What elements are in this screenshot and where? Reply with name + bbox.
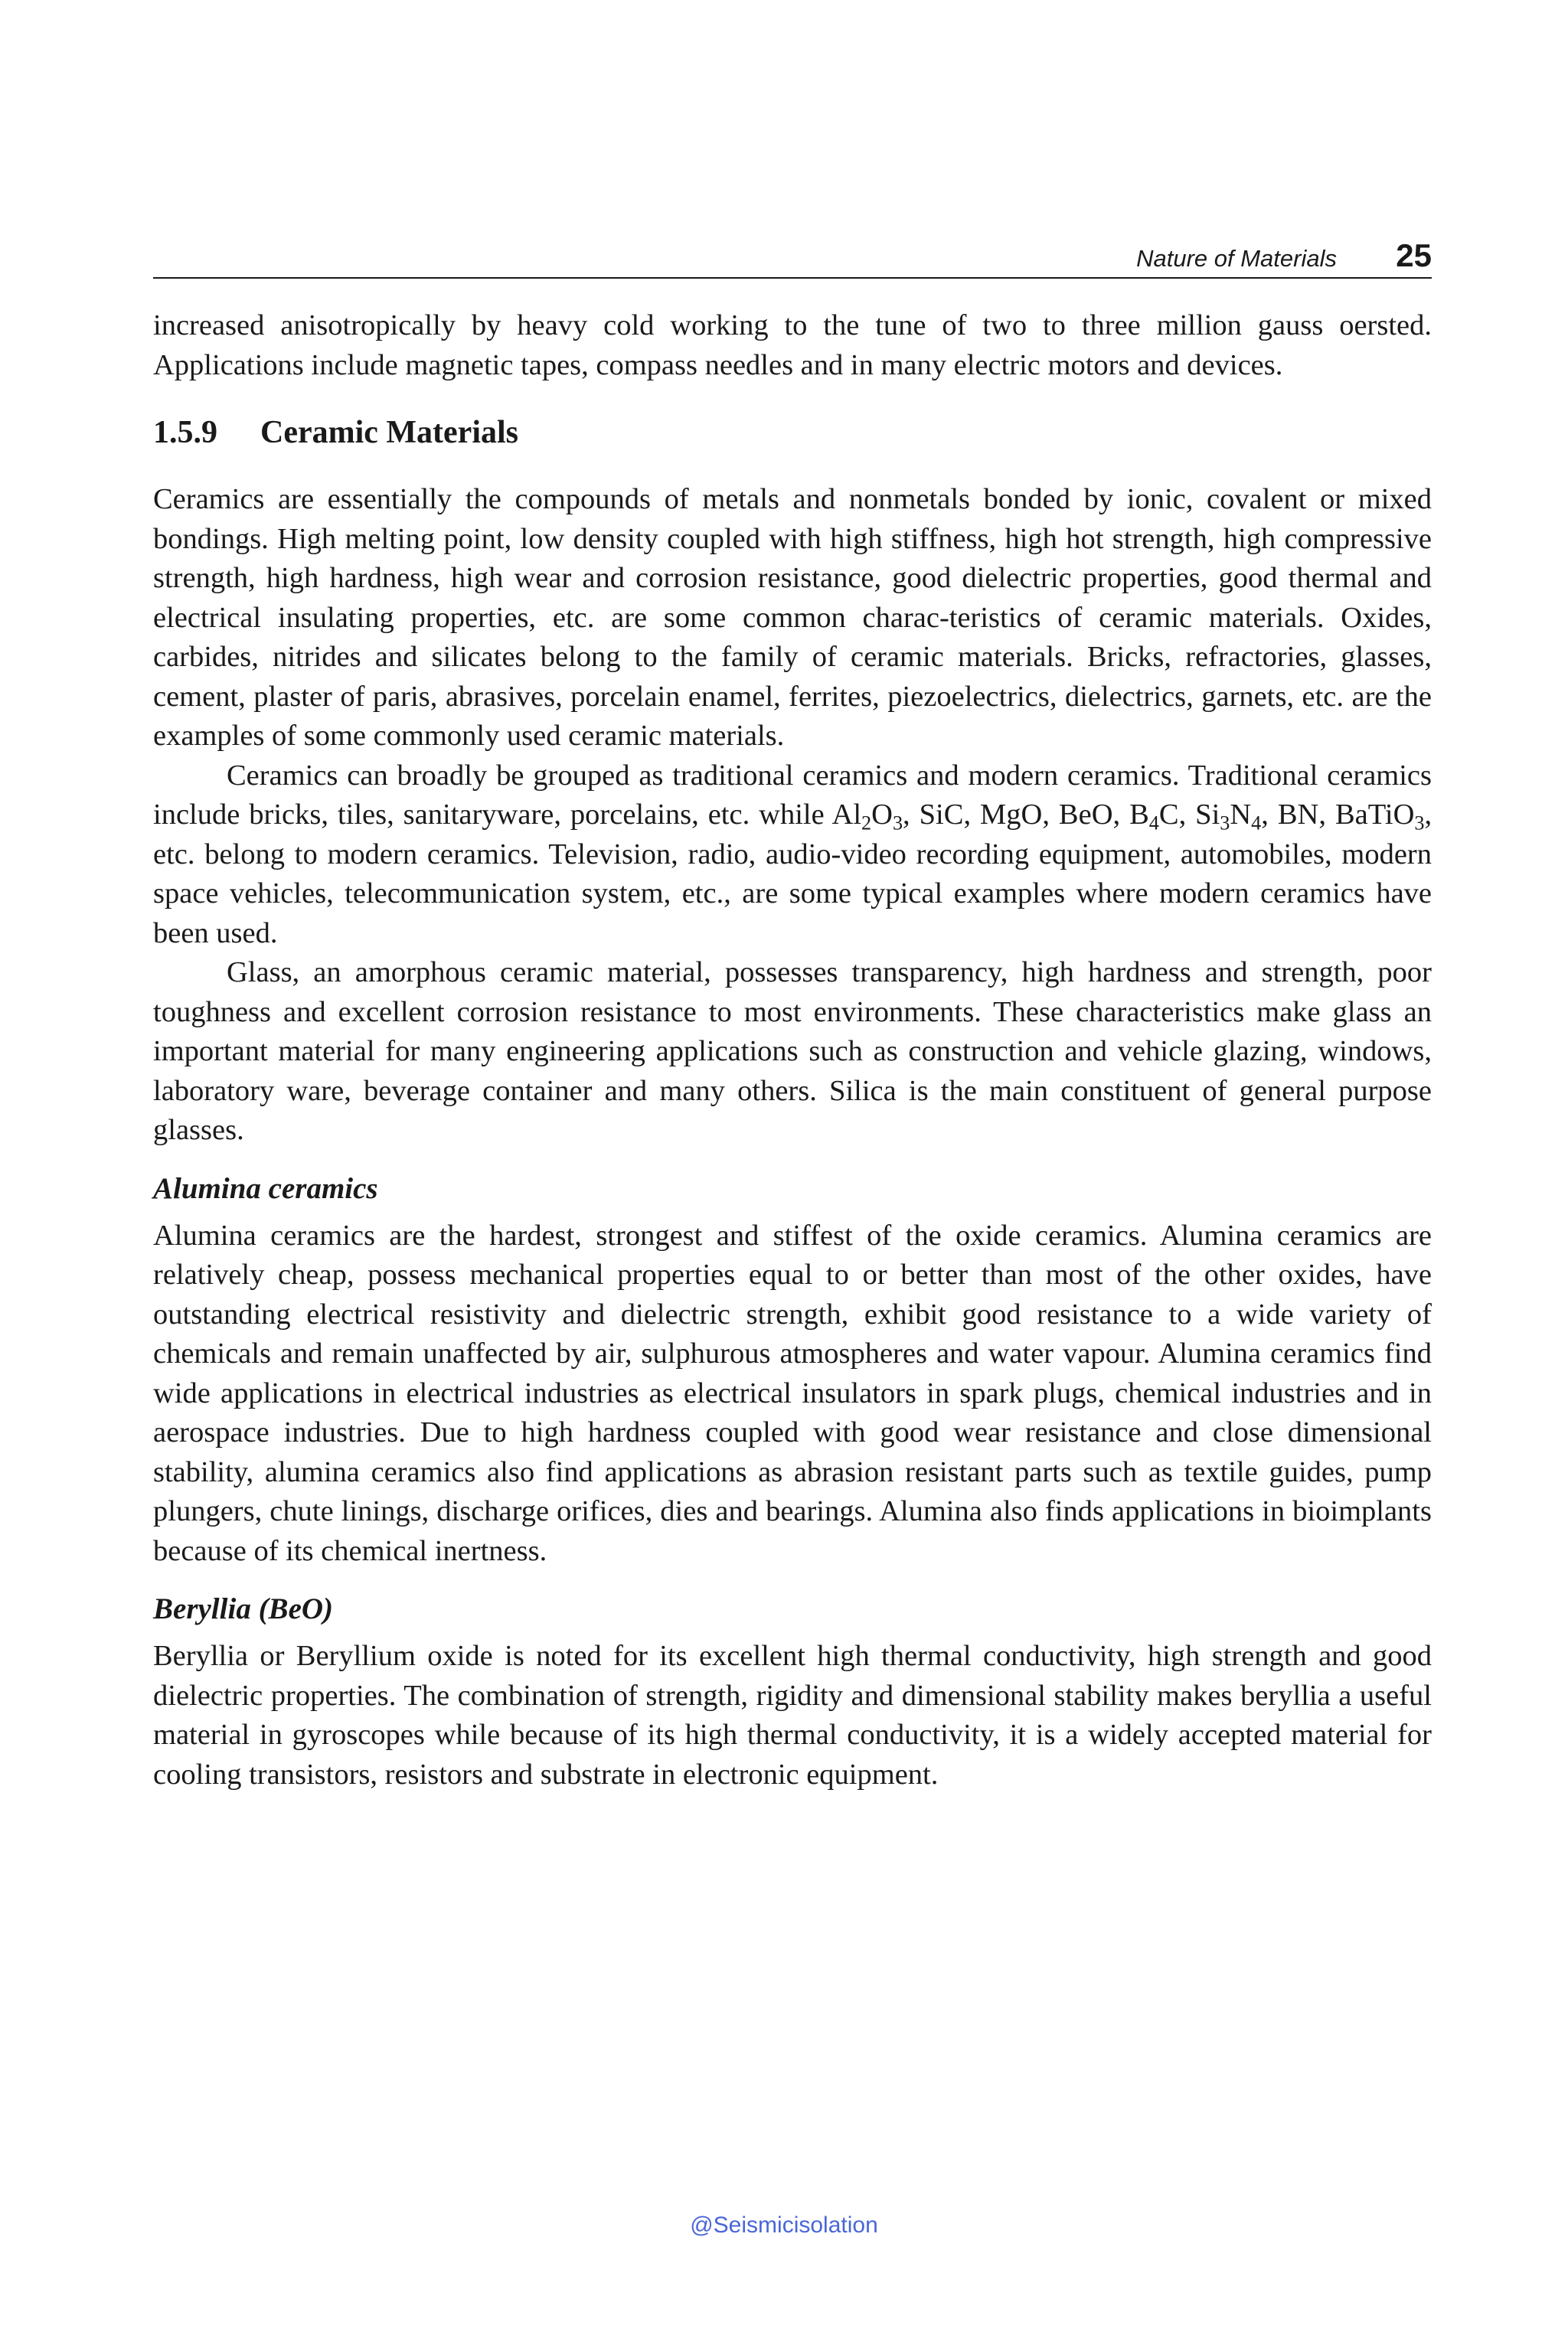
running-header	[153, 233, 1432, 279]
page-number: 25	[1396, 237, 1432, 273]
formula-al2o3: $Al_2O_3$	[831, 798, 903, 834]
ceramics-paragraph-2: Ceramics can broadly be grouped as traditional ceramics and modern ceramics. Traditional ceramics include bricks, tiles, sanitaryware, porcelains, etc. while $Al_2O_3$, SiC, MgO, BeO, $B_4C$, $Si_3N_4$, BN, BaTiO$_3$, etc. belong to modern ceramics. Television, radio, audio-video recording equipment, automobiles, modern space vehicles, telecommunication system, etc., are some typical examples where modern ceramics have been used.	[153, 759, 1432, 949]
paragraph-2-text-b: , etc. belong to modern ceramics. Television, radio, audio-video recording equipment, automobiles, modern space vehicles, telecommunication system, etc., are some typical examples where modern ceramics have been used.	[153, 798, 1432, 949]
alumina-paragraph: Alumina ceramics are the hardest, strongest and stiffest of the oxide ceramics. Alumina ceramics are relatively cheap, possess mechanical properties equal to or better than most of the other oxides, have outstanding electrical resistivity and dielectric strength, exhibit good resistance to a wide variety of chemicals and remain unaffected by air, sulphurous atmospheres and water vapour. Alumina ceramics find wide applications in electrical industries as electrical insulators in spark plugs, chemical industries and in aerospace industries. Due to high hardness coupled with good wear resistance and close dimensional stability, alumina ceramics also find applications as abrasion resistant parts such as textile guides, pump plungers, chute linings, discharge orifices, dies and bearings. Alumina also finds applications in bioimplants because of its chemical inertness.	[153, 1219, 1432, 1567]
formula-si3n4: $Si_3N_4$	[1195, 798, 1262, 834]
section-heading	[153, 411, 1432, 454]
beryllia-heading: Beryllia (BeO)	[153, 1592, 334, 1625]
formula-b4c: $B_4C$	[1129, 798, 1179, 834]
alumina-heading: Alumina ceramics	[153, 1171, 378, 1205]
ceramics-paragraph-3: Glass, an amorphous ceramic material, possesses transparency, high hardness and strength, poor toughness and excellent corrosion resistance to most environments. These characteristics make glass an important material for many engineering applications such as construction and vehicle glazing, windows, laboratory ware, beverage container and many others. Silica is the main constituent of general purpose glasses.	[153, 956, 1432, 1146]
section-title: Ceramic Materials	[260, 415, 519, 450]
ceramics-paragraph-1: Ceramics are essentially the compounds of metals and nonmetals bonded by ionic, covalent or mixed bondings. High melting point, low density coupled with high stiffness, high hot strength, high compressive strength, high hardness, high wear and corrosion resistance, good dielectric properties, good thermal and electrical insulating properties, etc. are some common charac-teristics of ceramic materials. Oxides, carbides, nitrides and silicates belong to the family of ceramic materials. Bricks, refractories, glasses, cement, plaster of paris, abrasives, porcelain enamel, ferrites, piezoelectrics, dielectrics, garnets, etc. are the examples of some commonly used ceramic materials.	[153, 483, 1432, 752]
running-title: Nature of Materials	[1136, 245, 1337, 272]
formula-beo: BeO	[1058, 798, 1113, 831]
paragraph-2-text-a: Ceramics can broadly be grouped as traditional ceramics and modern ceramics. Traditional ceramics include bricks, tiles, sanitaryware, porcelains, etc. while	[153, 759, 1432, 831]
formula-bn: BN	[1277, 798, 1319, 831]
formula-batio3: BaTiO$_3$	[1334, 798, 1425, 834]
body-text	[153, 306, 1432, 1795]
beryllia-paragraph: Beryllia or Beryllium oxide is noted for its excellent high thermal conductivity, high strength and good dielectric properties. The combination of strength, rigidity and dimensional stability makes beryllia a useful material in gyroscopes while because of its high thermal conductivity, it is a widely accepted material for cooling transistors, resistors and substrate in electronic equipment.	[153, 1640, 1432, 1791]
formula-mgo: MgO	[980, 798, 1043, 831]
formula-sic: SiC	[919, 798, 964, 831]
intro-paragraph: increased anisotropically by heavy cold working to the tune of two to three million gauss oersted. Applications include magnetic tapes, compass needles and in many electric motors and devices.	[153, 309, 1432, 381]
section-number: 1.5.9	[153, 415, 217, 450]
watermark: @Seismicisolation	[690, 2213, 878, 2238]
